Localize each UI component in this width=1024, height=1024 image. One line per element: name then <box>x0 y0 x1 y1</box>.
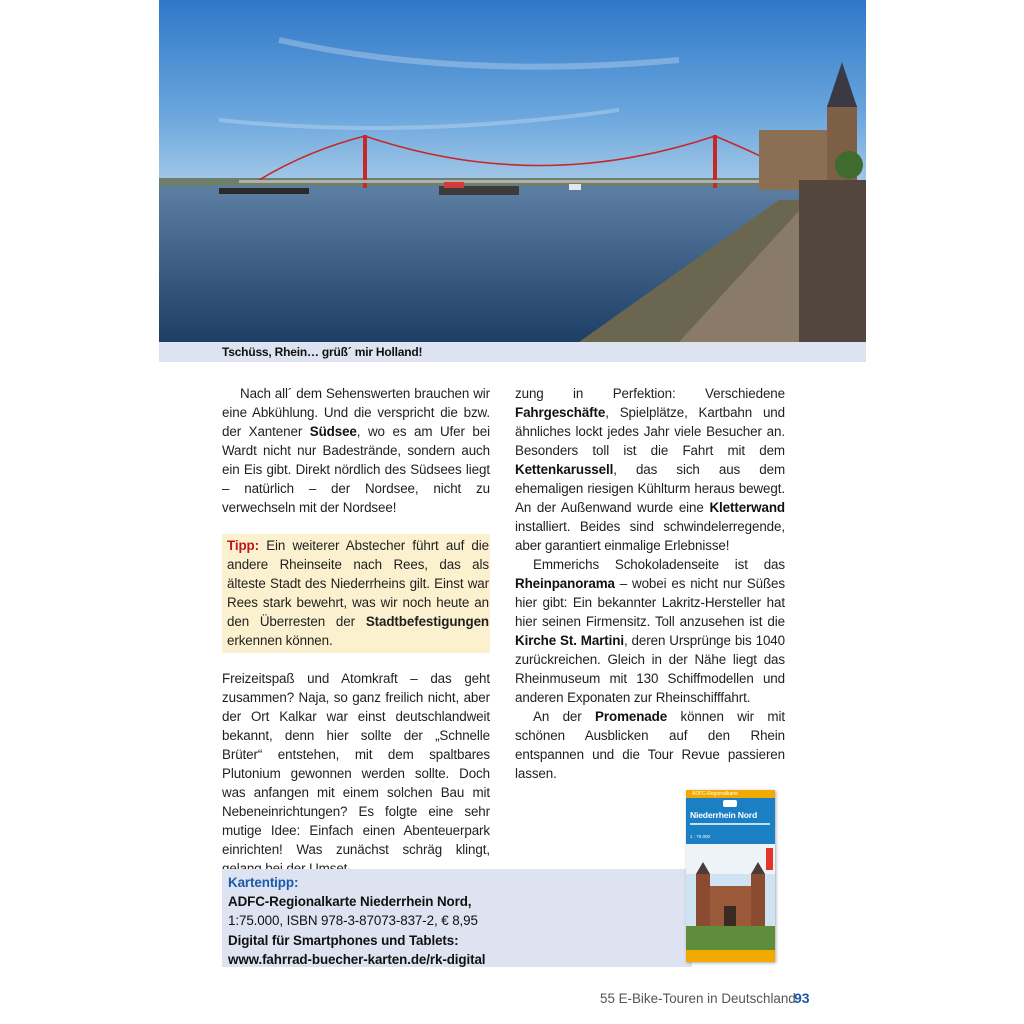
photo-caption-bar <box>159 342 866 362</box>
map-scale: 1 : 75.000 <box>690 834 711 839</box>
map-footer-strip <box>686 950 775 962</box>
paragraph-suedsee: Nach all´ dem Sehenswerten brauchen wir eine Abkühlung. Und die verspricht die bzw. der Xantener Südsee, wo es am Ufer bei Wardt nicht nur Badestrände, sondern auch ein Eis gibt. Direkt nördlich des Südsees liegt – natürlich – der Nordsee, nicht zu verwechseln mit der Nordsee! <box>222 386 491 515</box>
tipp-label: Tipp: <box>227 538 259 553</box>
paragraph-emmerich: Emmerichs Schokoladenseite ist das Rheinpanorama – wobei es nicht nur Süßes hier gibt: Ein bekannter Lakritz-Hersteller hat hier seinen Firmensitz. Toll anzusehen ist die Kirche St. Martini, deren Ursprünge bis 1040 zurückreichen. Gleich in der Nähe liegt das Rheinmuseum mit 130 Schiffmodellen und anderen Exponaten zur Rheinschifffahrt. <box>515 557 785 705</box>
rhine-bridge-photo <box>159 0 866 342</box>
left-column <box>222 384 490 517</box>
map-cover-image <box>686 790 775 962</box>
paragraph-freizeitpark: zung in Perfektion: Verschiedene Fahrgeschäfte, Spielplätze, Kartbahn und ähnliches lockt jedes Jahr viele Besucher an. Besonders toll ist die Fahrt mit dem Kettenkarussell, das sich aus dem ehemaligen riesigen Kühlturm heraus bewegt. An der Außenwand wurde eine Kletterwand installiert. Beides sind schwindelerregende, aber garantiert einmalige Erlebnisse! <box>515 386 785 553</box>
bva-logo-icon <box>723 800 737 807</box>
page-number: 93 <box>794 990 810 1006</box>
paragraph-kalkar: Freizeitspaß und Atomkraft – das geht zusammen? Naja, so ganz freilich nicht, aber der Ort Kalkar war einst deutschlandweit bekannt, denn hier sollte der „Schnelle Brüter“ entstehen, mit dem spaltbares Plutonium gewonnen werden sollte. Doch was anfangen mit einem solchen Bau mit Nebeneinrichtungen? Es folgte eine sehr mutige Idee: Einfach einen Abenteuerpark einrichten! Was zunächst schräg klingt, <box>222 671 490 857</box>
kartentipp-label: Kartentipp: <box>228 875 299 890</box>
castle-photo-icon <box>686 844 775 954</box>
kartentipp-url: www.fahrrad-buecher-karten.de/rk-digital <box>228 951 486 967</box>
kartentipp-text <box>228 873 688 969</box>
book-title: 55 E-Bike-Touren in Deutschland <box>600 991 796 1006</box>
tipp-text: Tipp: Ein weiterer Abstecher führt auf die andere Rheinseite nach Rees, das als älteste Stadt des Niederrheins gilt. Einst war Rees stark bewehrt, was wir noch heute an den Überresten der Stadtbefestigungen erkennen können. <box>227 538 489 648</box>
highlight-suedsee: Südsee <box>309 424 357 439</box>
highlight-stadtbefestigungen: Stadtbefestigungen <box>365 614 489 629</box>
tipp-box <box>222 534 490 653</box>
map-title: Niederrhein Nord <box>690 810 757 820</box>
kartentipp-isbn: 1:75.000, ISBN 978-3-87073-837-2, € 8,95 <box>228 913 478 929</box>
photo-caption: Tschüss, Rhein… grüß´ mir Holland! <box>222 345 423 359</box>
map-series: ADFC-Regionalkarte <box>692 791 739 797</box>
right-column <box>515 384 785 783</box>
kartentipp-box <box>222 869 692 967</box>
kartentipp-map-name: ADFC-Regionalkarte Niederrhein Nord, <box>228 894 472 910</box>
kartentipp-digital: Digital für Smartphones und Tablets: <box>228 932 459 948</box>
paragraph-promenade: An der Promenade können wir mit schönen Ausblicken auf den Rhein entspannen und die Tour Revue passieren lassen. <box>515 709 785 781</box>
